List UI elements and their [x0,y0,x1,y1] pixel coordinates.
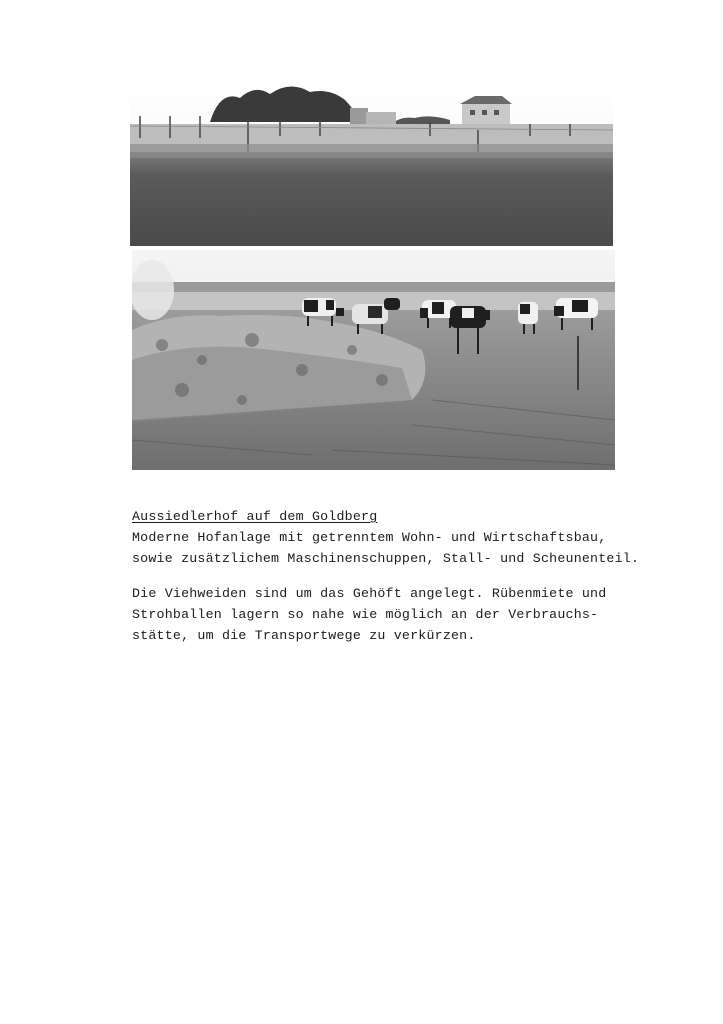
paragraph-1-line-1: Moderne Hofanlage mit getrenntem Wohn- und Wirtschaftsbau, [132,530,607,545]
farmstead-photo [130,80,613,246]
cattle-pasture-photo [132,250,615,470]
paragraph-2-line-1: Die Viehweiden sind um das Gehöft angelegt. Rübenmiete und [132,586,607,601]
paragraph-2-line-2: Strohballen lagern so nahe wie möglich an der Verbrauchs- [132,607,599,622]
paragraph-1-line-2: sowie zusätzlichem Maschinenschuppen, Stall- und Scheunenteil. [132,551,640,566]
caption-text [132,506,692,646]
paragraph-2-line-3: stätte, um die Transportwege zu verkürzen. [132,628,476,643]
paragraph-gap [132,569,692,583]
caption-heading: Aussiedlerhof auf dem Goldberg [132,509,378,524]
